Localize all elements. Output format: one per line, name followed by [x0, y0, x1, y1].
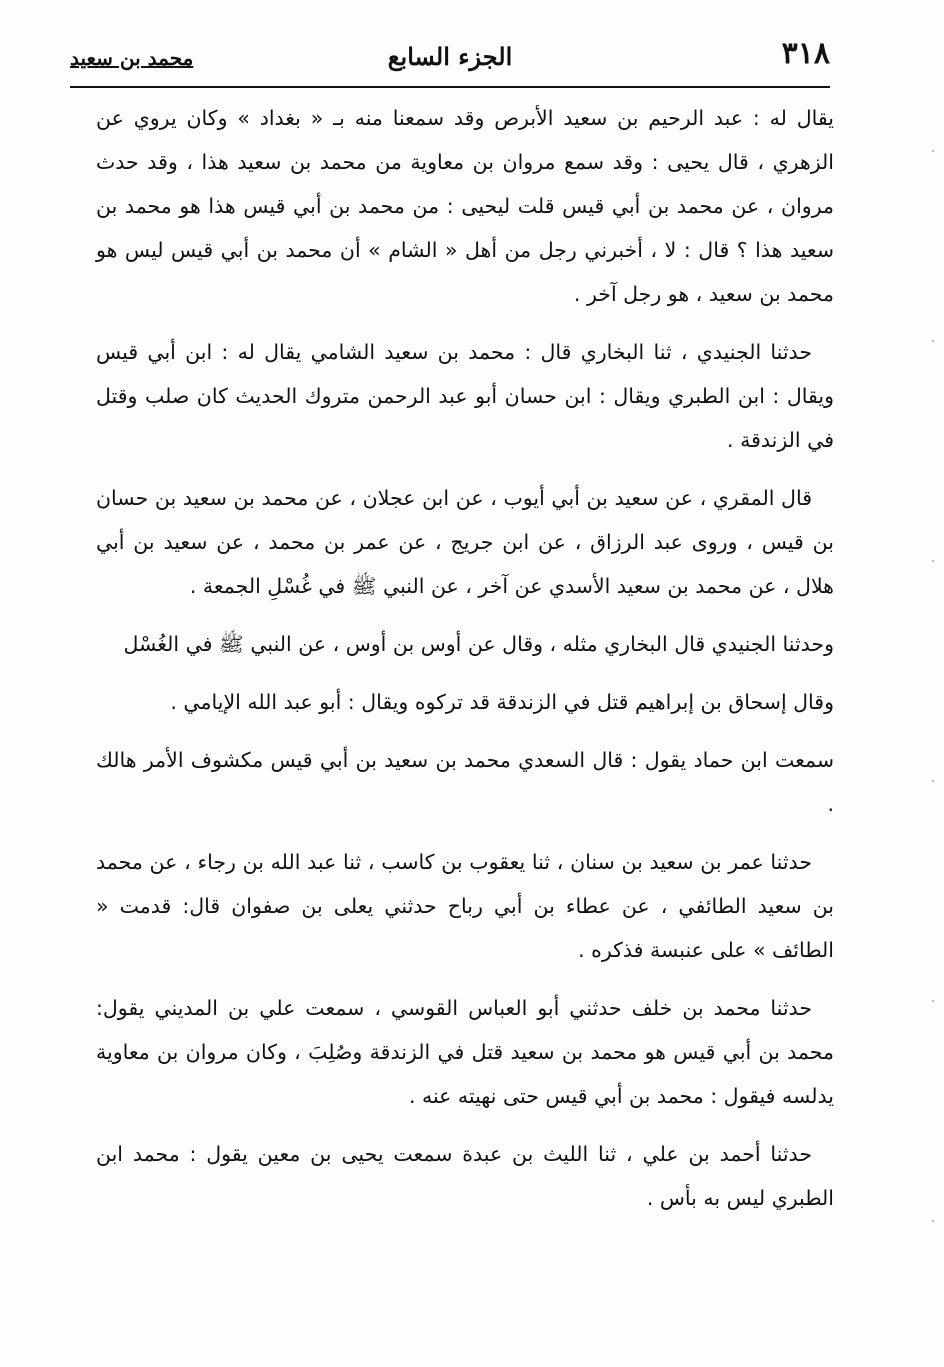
paragraph: حدثنا محمد بن خلف حدثني أبو العباس القوسي ، سمعت علي بن المديني يقول: محمد بن أبي قيس هو محمد بن سعيد قتل في الزندقة وصُلِبَ ، وكان مروان بن معاوية يدلسه فيقول : محمد بن أبي قيس حتى نهيته عنه .: [96, 996, 834, 1108]
paragraph: قال المقري ، عن سعيد بن أبي أيوب ، عن ابن عجلان ، عن محمد بن سعيد بن حسان بن قيس ، وروى عبد الرزاق ، عن ابن جريج ، عن عمر بن محمد ، عن سعيد بن أبي هلال ، عن محمد بن سعيد الأسدي عن آخر ، عن النبي ﷺ في غُسْلِ الجمعة .: [96, 486, 834, 598]
part-title: الجزء السابع: [387, 42, 513, 71]
paragraph: حدثنا أحمد بن علي ، ثنا الليث بن عبدة سمعت يحيى بن معين يقول : محمد ابن الطبري ليس به بأس .: [96, 1142, 834, 1210]
page-header: [70, 34, 830, 84]
page-number: ٣١٨: [781, 36, 830, 71]
header-rule: [70, 86, 830, 88]
paragraph: وحدثنا الجنيدي قال البخاري مثله ، وقال عن أوس بن أوس ، عن النبي ﷺ في الغُسْل: [123, 632, 834, 656]
scan-speck: [932, 780, 934, 782]
paragraph: حدثنا الجنيدي ، ثنا البخاري قال : محمد بن سعيد الشامي يقال له : ابن أبي قيس ويقال : ابن الطبري ويقال : ابن حسان أبو عبد الرحمن متروك الحديث كان صلب وقتل في الزندقة .: [96, 340, 834, 452]
body-text: [96, 96, 834, 1234]
scan-speck: [932, 340, 934, 342]
paragraph: يقال له : عبد الرحيم بن سعيد الأبرص وقد سمعنا منه بـ « بغداد » وكان يروي عن الزهري ، قال يحيى : وقد سمع مروان بن معاوية من محمد بن سعيد هذا ، وقد حدث مروان ، عن محمد بن أبي قيس قلت ليحيى : من محمد بن أبي قيس هذا هو محمد بن سعيد هذا ؟ قال : لا ، أخبرني رجل من أهل « الشام » أن محمد بن أبي قيس ليس هو محمد بن سعيد ، هو رجل آخر .: [96, 106, 834, 306]
scan-speck: [932, 1000, 934, 1002]
paragraph: سمعت ابن حماد يقول : قال السعدي محمد بن سعيد بن أبي قيس مكشوف الأمر هالك .: [96, 748, 834, 816]
paragraph: حدثنا عمر بن سعيد بن سنان ، ثنا يعقوب بن كاسب ، ثنا عبد الله بن رجاء ، عن محمد بن سعيد الطائفي ، عن عطاء بن أبي رباح حدثني يعلى بن صفوان قال: قدمت « الطائف » على عنبسة فذكره .: [96, 850, 834, 962]
scan-speck: [932, 560, 934, 562]
scan-speck: [932, 1220, 934, 1222]
paragraph: وقال إسحاق بن إبراهيم قتل في الزندقة قد تركوه ويقال : أبو عبد الله الإيامي .: [170, 690, 834, 714]
running-head: محمد بن سعيد: [70, 46, 194, 70]
scan-speck: [932, 150, 934, 152]
